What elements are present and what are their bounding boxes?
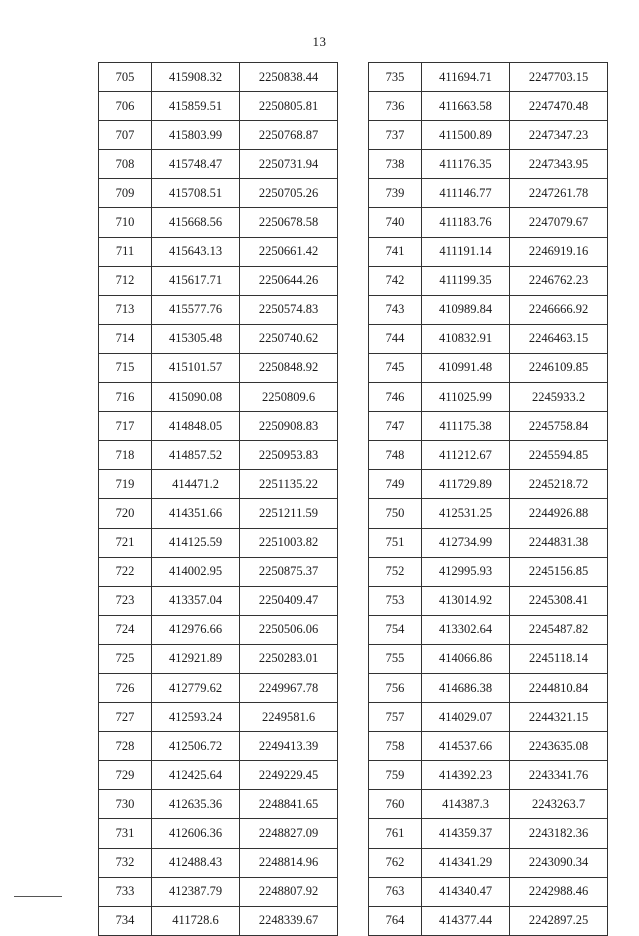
x-coordinate-cell: 415101.57 xyxy=(152,353,240,382)
table-row xyxy=(99,790,338,819)
y-coordinate-cell: 2246919.16 xyxy=(510,237,608,266)
y-coordinate-cell: 2250908.83 xyxy=(240,412,338,441)
table-row xyxy=(369,441,608,470)
table-row xyxy=(99,383,338,412)
y-coordinate-cell: 2243263.7 xyxy=(510,790,608,819)
y-coordinate-cell: 2250409.47 xyxy=(240,586,338,615)
y-coordinate-cell: 2247470.48 xyxy=(510,92,608,121)
table-row xyxy=(99,295,338,324)
y-coordinate-cell: 2250953.83 xyxy=(240,441,338,470)
table-row xyxy=(99,208,338,237)
y-coordinate-cell: 2250661.42 xyxy=(240,237,338,266)
coordinate-table-body xyxy=(369,63,608,936)
table-row xyxy=(369,92,608,121)
table-row xyxy=(99,470,338,499)
point-number-cell: 743 xyxy=(369,295,422,324)
y-coordinate-cell: 2250705.26 xyxy=(240,179,338,208)
table-row xyxy=(99,906,338,935)
table-row xyxy=(369,121,608,150)
x-coordinate-cell: 415617.71 xyxy=(152,266,240,295)
table-row xyxy=(369,877,608,906)
point-number-cell: 719 xyxy=(99,470,152,499)
point-number-cell: 721 xyxy=(99,528,152,557)
table-row xyxy=(369,586,608,615)
y-coordinate-cell: 2244926.88 xyxy=(510,499,608,528)
table-row xyxy=(99,266,338,295)
y-coordinate-cell: 2245118.14 xyxy=(510,644,608,673)
y-coordinate-cell: 2250506.06 xyxy=(240,615,338,644)
x-coordinate-cell: 412976.66 xyxy=(152,615,240,644)
y-coordinate-cell: 2250740.62 xyxy=(240,324,338,353)
point-number-cell: 760 xyxy=(369,790,422,819)
table-row xyxy=(99,92,338,121)
y-coordinate-cell: 2245487.82 xyxy=(510,615,608,644)
x-coordinate-cell: 413357.04 xyxy=(152,586,240,615)
y-coordinate-cell: 2246762.23 xyxy=(510,266,608,295)
point-number-cell: 762 xyxy=(369,848,422,877)
y-coordinate-cell: 2251135.22 xyxy=(240,470,338,499)
point-number-cell: 724 xyxy=(99,615,152,644)
table-row xyxy=(99,819,338,848)
footnote-rule xyxy=(14,896,62,897)
point-number-cell: 733 xyxy=(99,877,152,906)
table-row xyxy=(369,732,608,761)
table-row xyxy=(369,761,608,790)
x-coordinate-cell: 414029.07 xyxy=(422,703,510,732)
table-row xyxy=(99,150,338,179)
y-coordinate-cell: 2242897.25 xyxy=(510,906,608,935)
table-row xyxy=(369,703,608,732)
x-coordinate-cell: 411183.76 xyxy=(422,208,510,237)
point-number-cell: 749 xyxy=(369,470,422,499)
y-coordinate-cell: 2242988.46 xyxy=(510,877,608,906)
x-coordinate-cell: 410989.84 xyxy=(422,295,510,324)
table-row xyxy=(369,383,608,412)
table-row xyxy=(99,237,338,266)
x-coordinate-cell: 414066.86 xyxy=(422,644,510,673)
table-row xyxy=(99,179,338,208)
y-coordinate-cell: 2243090.34 xyxy=(510,848,608,877)
point-number-cell: 716 xyxy=(99,383,152,412)
table-row xyxy=(369,819,608,848)
table-row xyxy=(99,63,338,92)
x-coordinate-cell: 411694.71 xyxy=(422,63,510,92)
table-row xyxy=(99,877,338,906)
point-number-cell: 718 xyxy=(99,441,152,470)
x-coordinate-cell: 410832.91 xyxy=(422,324,510,353)
x-coordinate-cell: 415803.99 xyxy=(152,121,240,150)
point-number-cell: 757 xyxy=(369,703,422,732)
point-number-cell: 729 xyxy=(99,761,152,790)
point-number-cell: 708 xyxy=(99,150,152,179)
table-row xyxy=(99,353,338,382)
y-coordinate-cell: 2251003.82 xyxy=(240,528,338,557)
table-row xyxy=(99,761,338,790)
y-coordinate-cell: 2245933.2 xyxy=(510,383,608,412)
x-coordinate-cell: 414359.37 xyxy=(422,819,510,848)
table-row xyxy=(99,412,338,441)
table-row xyxy=(369,208,608,237)
point-number-cell: 750 xyxy=(369,499,422,528)
coordinate-table-body xyxy=(99,63,338,936)
point-number-cell: 731 xyxy=(99,819,152,848)
point-number-cell: 751 xyxy=(369,528,422,557)
point-number-cell: 747 xyxy=(369,412,422,441)
table-row xyxy=(369,557,608,586)
point-number-cell: 727 xyxy=(99,703,152,732)
table-row xyxy=(369,237,608,266)
y-coordinate-cell: 2247703.15 xyxy=(510,63,608,92)
x-coordinate-cell: 414848.05 xyxy=(152,412,240,441)
table-row xyxy=(99,441,338,470)
point-number-cell: 720 xyxy=(99,499,152,528)
x-coordinate-cell: 413014.92 xyxy=(422,586,510,615)
point-number-cell: 761 xyxy=(369,819,422,848)
point-number-cell: 736 xyxy=(369,92,422,121)
table-row xyxy=(369,848,608,877)
x-coordinate-cell: 412921.89 xyxy=(152,644,240,673)
y-coordinate-cell: 2251211.59 xyxy=(240,499,338,528)
y-coordinate-cell: 2245594.85 xyxy=(510,441,608,470)
table-row xyxy=(99,499,338,528)
x-coordinate-cell: 414351.66 xyxy=(152,499,240,528)
table-row xyxy=(99,121,338,150)
table-row xyxy=(369,906,608,935)
table-row xyxy=(369,528,608,557)
y-coordinate-cell: 2249581.6 xyxy=(240,703,338,732)
x-coordinate-cell: 414002.95 xyxy=(152,557,240,586)
y-coordinate-cell: 2250644.26 xyxy=(240,266,338,295)
point-number-cell: 726 xyxy=(99,673,152,702)
y-coordinate-cell: 2248339.67 xyxy=(240,906,338,935)
y-coordinate-cell: 2248814.96 xyxy=(240,848,338,877)
x-coordinate-cell: 415643.13 xyxy=(152,237,240,266)
y-coordinate-cell: 2249967.78 xyxy=(240,673,338,702)
point-number-cell: 763 xyxy=(369,877,422,906)
table-row xyxy=(369,63,608,92)
point-number-cell: 712 xyxy=(99,266,152,295)
point-number-cell: 745 xyxy=(369,353,422,382)
point-number-cell: 722 xyxy=(99,557,152,586)
point-number-cell: 755 xyxy=(369,644,422,673)
x-coordinate-cell: 411176.35 xyxy=(422,150,510,179)
table-row xyxy=(369,266,608,295)
point-number-cell: 741 xyxy=(369,237,422,266)
x-coordinate-cell: 412425.64 xyxy=(152,761,240,790)
x-coordinate-cell: 414377.44 xyxy=(422,906,510,935)
point-number-cell: 707 xyxy=(99,121,152,150)
point-number-cell: 742 xyxy=(369,266,422,295)
table-row xyxy=(99,848,338,877)
x-coordinate-cell: 411175.38 xyxy=(422,412,510,441)
point-number-cell: 754 xyxy=(369,615,422,644)
x-coordinate-cell: 415908.32 xyxy=(152,63,240,92)
x-coordinate-cell: 415708.51 xyxy=(152,179,240,208)
x-coordinate-cell: 412506.72 xyxy=(152,732,240,761)
y-coordinate-cell: 2247343.95 xyxy=(510,150,608,179)
table-row xyxy=(99,673,338,702)
y-coordinate-cell: 2250731.94 xyxy=(240,150,338,179)
x-coordinate-cell: 414125.59 xyxy=(152,528,240,557)
table-row xyxy=(369,644,608,673)
x-coordinate-cell: 412387.79 xyxy=(152,877,240,906)
point-number-cell: 709 xyxy=(99,179,152,208)
point-number-cell: 717 xyxy=(99,412,152,441)
y-coordinate-cell: 2250678.58 xyxy=(240,208,338,237)
point-number-cell: 730 xyxy=(99,790,152,819)
point-number-cell: 744 xyxy=(369,324,422,353)
y-coordinate-cell: 2246463.15 xyxy=(510,324,608,353)
point-number-cell: 714 xyxy=(99,324,152,353)
x-coordinate-cell: 412593.24 xyxy=(152,703,240,732)
coordinate-table-right xyxy=(368,62,608,936)
coordinate-table-left xyxy=(98,62,338,936)
y-coordinate-cell: 2245308.41 xyxy=(510,586,608,615)
y-coordinate-cell: 2248827.09 xyxy=(240,819,338,848)
point-number-cell: 739 xyxy=(369,179,422,208)
y-coordinate-cell: 2247261.78 xyxy=(510,179,608,208)
table-row xyxy=(99,557,338,586)
point-number-cell: 705 xyxy=(99,63,152,92)
point-number-cell: 737 xyxy=(369,121,422,150)
x-coordinate-cell: 412531.25 xyxy=(422,499,510,528)
table-row xyxy=(369,324,608,353)
point-number-cell: 715 xyxy=(99,353,152,382)
point-number-cell: 728 xyxy=(99,732,152,761)
x-coordinate-cell: 415668.56 xyxy=(152,208,240,237)
table-row xyxy=(99,528,338,557)
table-row xyxy=(99,644,338,673)
x-coordinate-cell: 411212.67 xyxy=(422,441,510,470)
x-coordinate-cell: 413302.64 xyxy=(422,615,510,644)
x-coordinate-cell: 415577.76 xyxy=(152,295,240,324)
point-number-cell: 711 xyxy=(99,237,152,266)
table-row xyxy=(369,470,608,499)
y-coordinate-cell: 2246666.92 xyxy=(510,295,608,324)
y-coordinate-cell: 2250283.01 xyxy=(240,644,338,673)
point-number-cell: 752 xyxy=(369,557,422,586)
x-coordinate-cell: 414857.52 xyxy=(152,441,240,470)
x-coordinate-cell: 411191.14 xyxy=(422,237,510,266)
y-coordinate-cell: 2248841.65 xyxy=(240,790,338,819)
y-coordinate-cell: 2244810.84 xyxy=(510,673,608,702)
x-coordinate-cell: 412995.93 xyxy=(422,557,510,586)
point-number-cell: 756 xyxy=(369,673,422,702)
x-coordinate-cell: 415305.48 xyxy=(152,324,240,353)
point-number-cell: 725 xyxy=(99,644,152,673)
point-number-cell: 758 xyxy=(369,732,422,761)
table-row xyxy=(369,499,608,528)
point-number-cell: 734 xyxy=(99,906,152,935)
x-coordinate-cell: 414471.2 xyxy=(152,470,240,499)
y-coordinate-cell: 2243182.36 xyxy=(510,819,608,848)
point-number-cell: 753 xyxy=(369,586,422,615)
point-number-cell: 713 xyxy=(99,295,152,324)
table-row xyxy=(99,324,338,353)
x-coordinate-cell: 411729.89 xyxy=(422,470,510,499)
x-coordinate-cell: 411728.6 xyxy=(152,906,240,935)
x-coordinate-cell: 411500.89 xyxy=(422,121,510,150)
y-coordinate-cell: 2250809.6 xyxy=(240,383,338,412)
x-coordinate-cell: 414392.23 xyxy=(422,761,510,790)
x-coordinate-cell: 412635.36 xyxy=(152,790,240,819)
table-row xyxy=(99,732,338,761)
table-row xyxy=(99,615,338,644)
table-row xyxy=(99,586,338,615)
y-coordinate-cell: 2250848.92 xyxy=(240,353,338,382)
x-coordinate-cell: 410991.48 xyxy=(422,353,510,382)
y-coordinate-cell: 2247347.23 xyxy=(510,121,608,150)
table-row xyxy=(369,673,608,702)
x-coordinate-cell: 411663.58 xyxy=(422,92,510,121)
y-coordinate-cell: 2243635.08 xyxy=(510,732,608,761)
point-number-cell: 746 xyxy=(369,383,422,412)
y-coordinate-cell: 2247079.67 xyxy=(510,208,608,237)
x-coordinate-cell: 414537.66 xyxy=(422,732,510,761)
x-coordinate-cell: 414686.38 xyxy=(422,673,510,702)
x-coordinate-cell: 412488.43 xyxy=(152,848,240,877)
table-row xyxy=(369,353,608,382)
table-row xyxy=(369,790,608,819)
y-coordinate-cell: 2245218.72 xyxy=(510,470,608,499)
x-coordinate-cell: 411199.35 xyxy=(422,266,510,295)
y-coordinate-cell: 2245156.85 xyxy=(510,557,608,586)
y-coordinate-cell: 2244831.38 xyxy=(510,528,608,557)
y-coordinate-cell: 2250838.44 xyxy=(240,63,338,92)
y-coordinate-cell: 2249229.45 xyxy=(240,761,338,790)
table-row xyxy=(369,179,608,208)
y-coordinate-cell: 2243341.76 xyxy=(510,761,608,790)
point-number-cell: 738 xyxy=(369,150,422,179)
point-number-cell: 759 xyxy=(369,761,422,790)
y-coordinate-cell: 2249413.39 xyxy=(240,732,338,761)
y-coordinate-cell: 2250805.81 xyxy=(240,92,338,121)
x-coordinate-cell: 415859.51 xyxy=(152,92,240,121)
y-coordinate-cell: 2245758.84 xyxy=(510,412,608,441)
point-number-cell: 748 xyxy=(369,441,422,470)
point-number-cell: 764 xyxy=(369,906,422,935)
x-coordinate-cell: 414340.47 xyxy=(422,877,510,906)
y-coordinate-cell: 2250768.87 xyxy=(240,121,338,150)
table-row xyxy=(369,295,608,324)
point-number-cell: 706 xyxy=(99,92,152,121)
x-coordinate-cell: 411146.77 xyxy=(422,179,510,208)
point-number-cell: 723 xyxy=(99,586,152,615)
page-number: 13 xyxy=(312,34,327,49)
x-coordinate-cell: 415748.47 xyxy=(152,150,240,179)
point-number-cell: 710 xyxy=(99,208,152,237)
y-coordinate-cell: 2244321.15 xyxy=(510,703,608,732)
point-number-cell: 735 xyxy=(369,63,422,92)
x-coordinate-cell: 411025.99 xyxy=(422,383,510,412)
y-coordinate-cell: 2250574.83 xyxy=(240,295,338,324)
x-coordinate-cell: 412734.99 xyxy=(422,528,510,557)
point-number-cell: 740 xyxy=(369,208,422,237)
x-coordinate-cell: 415090.08 xyxy=(152,383,240,412)
point-number-cell: 732 xyxy=(99,848,152,877)
x-coordinate-cell: 412606.36 xyxy=(152,819,240,848)
x-coordinate-cell: 412779.62 xyxy=(152,673,240,702)
table-row xyxy=(99,703,338,732)
y-coordinate-cell: 2246109.85 xyxy=(510,353,608,382)
y-coordinate-cell: 2248807.92 xyxy=(240,877,338,906)
table-row xyxy=(369,150,608,179)
table-row xyxy=(369,412,608,441)
table-row xyxy=(369,615,608,644)
x-coordinate-cell: 414387.3 xyxy=(422,790,510,819)
x-coordinate-cell: 414341.29 xyxy=(422,848,510,877)
y-coordinate-cell: 2250875.37 xyxy=(240,557,338,586)
